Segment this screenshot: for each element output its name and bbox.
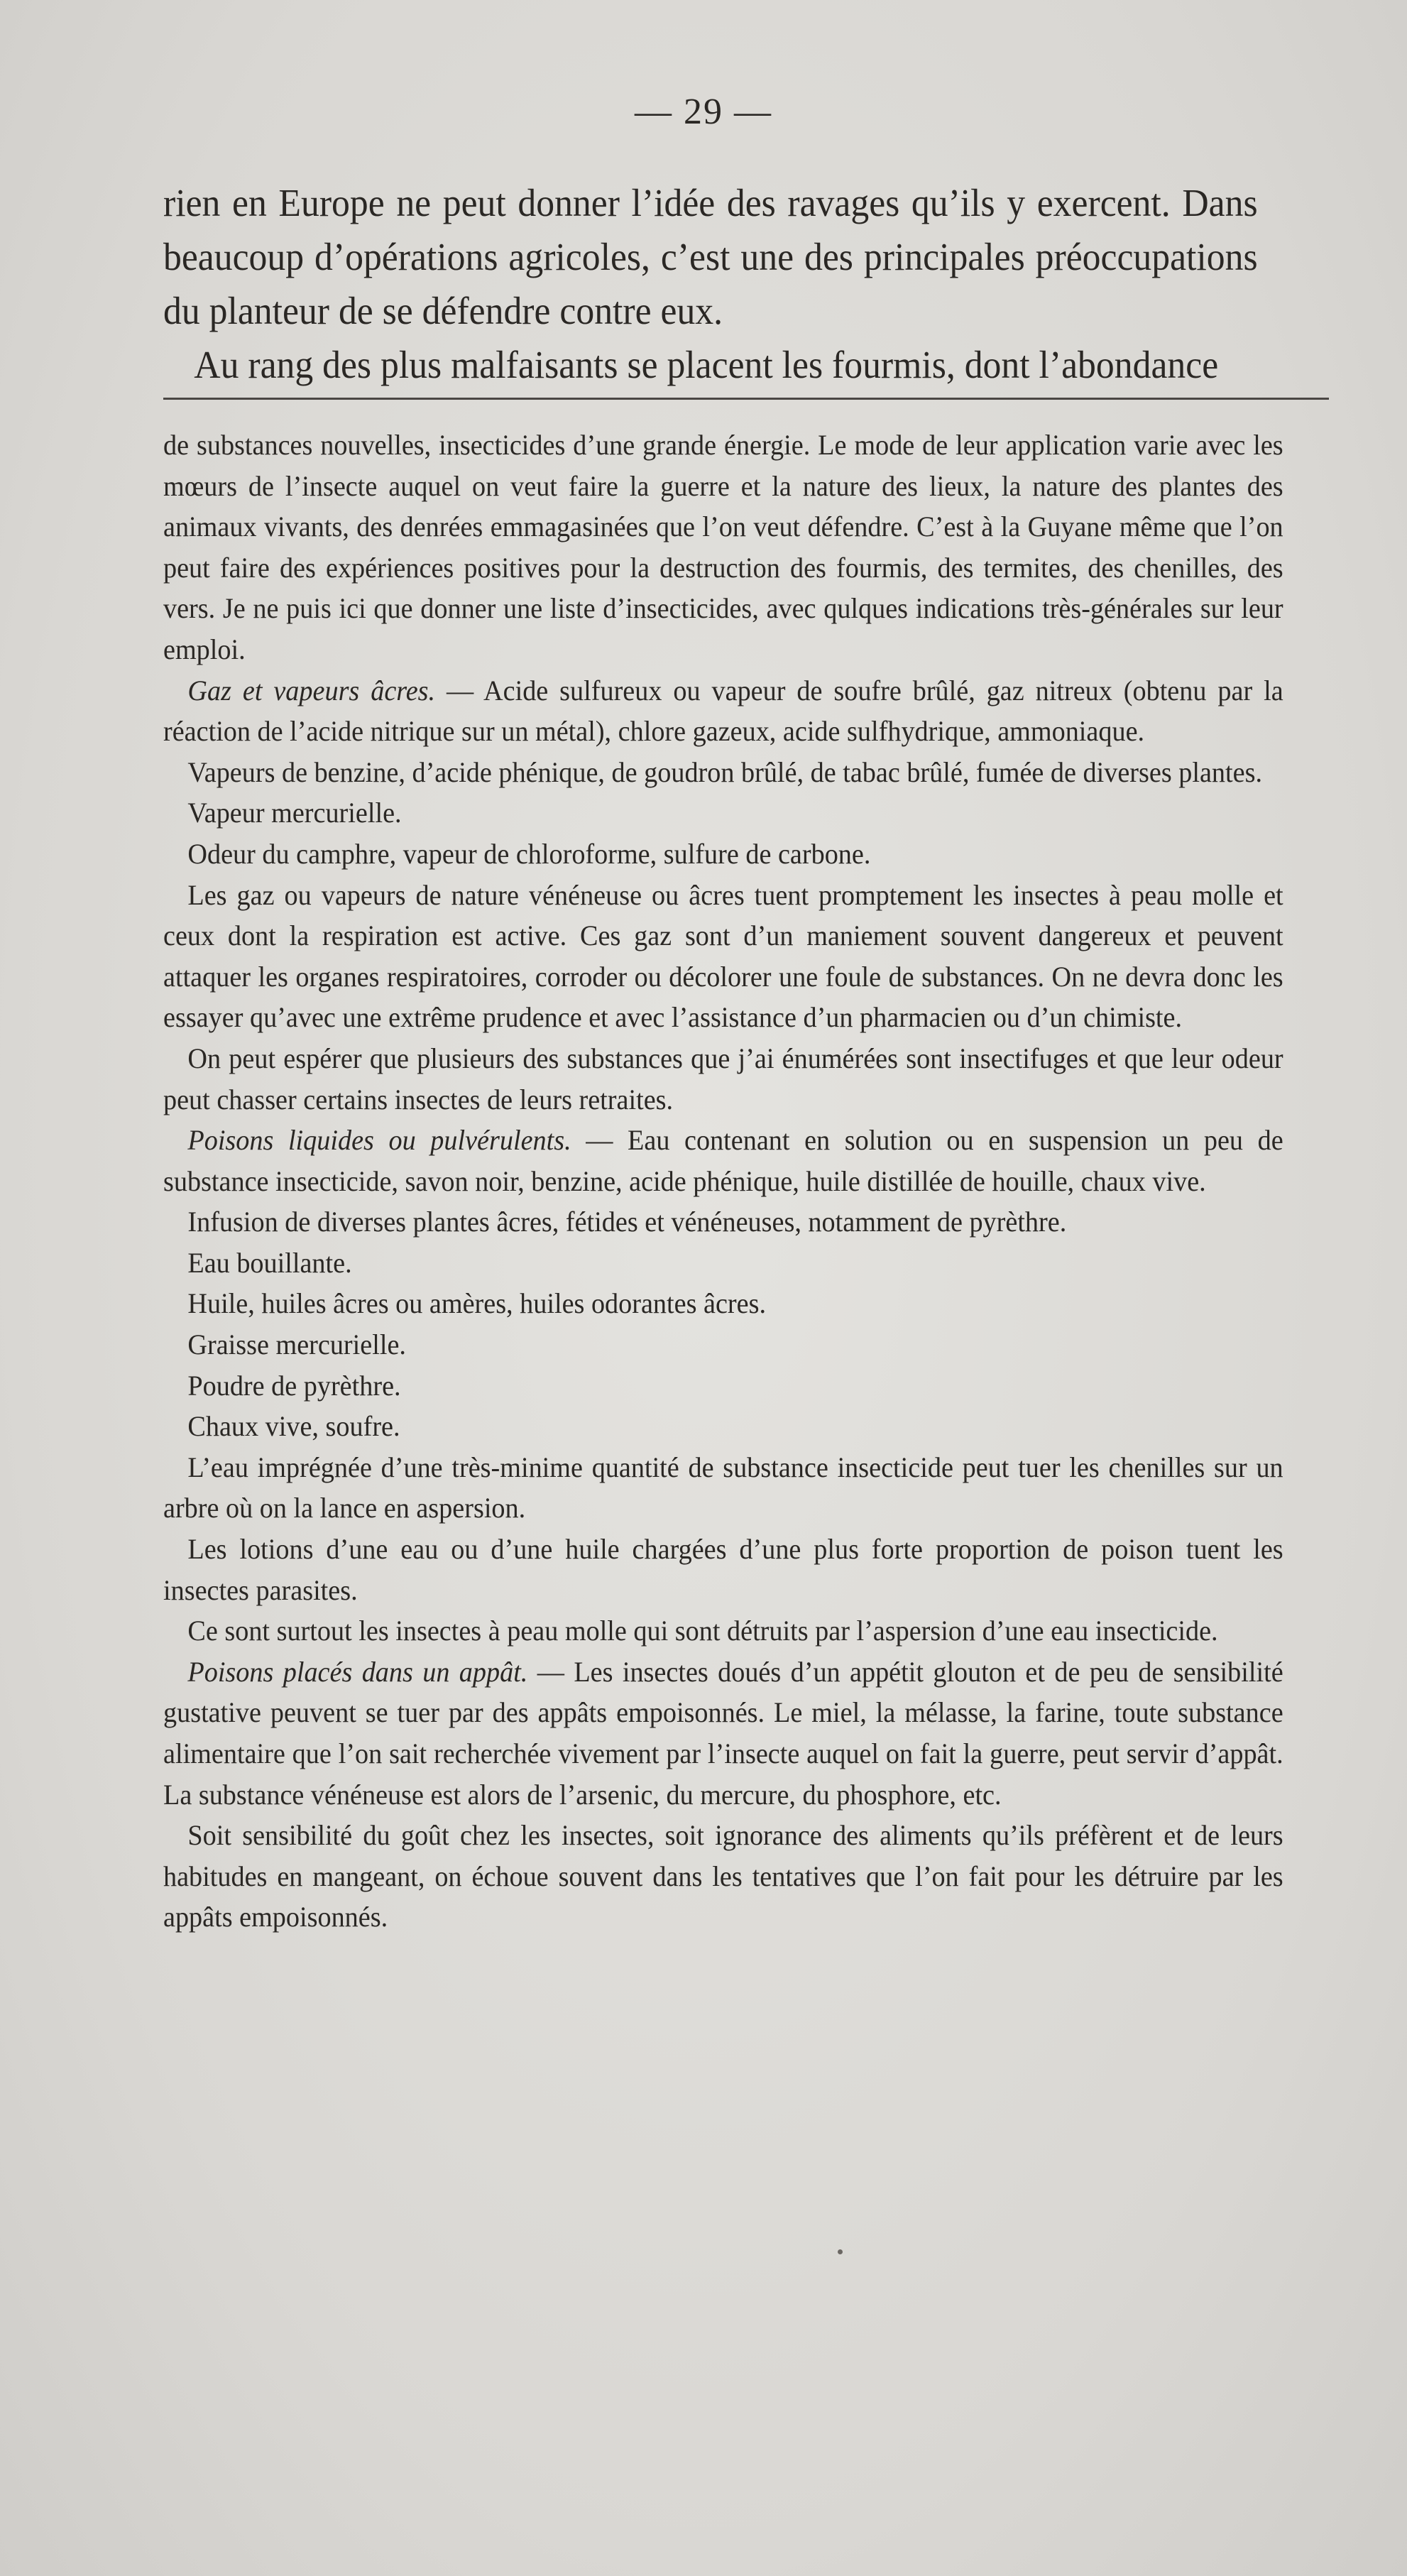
footnote-paragraph: Vapeur mercurielle. bbox=[187, 797, 402, 829]
footnote-paragraph: L’eau imprégnée d’une très-minime quantité de substance insecticide peut tuer les chenilles sur un arbre où on la lance en aspersion. bbox=[163, 1451, 1283, 1524]
main-paragraph: rien en Europe ne peut donner l’idée des ravages qu’ils y exercent. Dans beaucoup d’opérations agricoles, c’est une des principales préoccupations du planteur de se défendre contre eux. bbox=[163, 181, 1258, 332]
footnote-paragraph: Les lotions d’une eau ou d’une huile chargées d’une plus forte proportion de poison tuent les insectes parasites. bbox=[163, 1533, 1283, 1606]
footnote-paragraph bbox=[163, 1652, 1283, 1815]
footnote-paragraph: de substances nouvelles, insecticides d’une grande énergie. Le mode de leur application varie avec les mœurs de l’insecte auquel on veut faire la guerre et la nature des lieux, la nature des plantes des animaux vivants, des denrées emmagasinées que l’on veut défendre. C’est à la Guyane même que l’on peut faire des expériences positives pour la destruction des fourmis, des termites, des chenilles, des vers. Je ne puis ici que donner une liste d’insecticides, avec qulques indications très-générales sur leur emploi. bbox=[163, 429, 1283, 665]
footnote-paragraph: Soit sensibilité du goût chez les insectes, soit ignorance des aliments qu’ils préfèrent et de leurs habitudes en mangeant, on échoue souvent dans les tentatives que l’on fait pour les détruire par les appâts empoisonnés. bbox=[163, 1819, 1283, 1933]
footnote-paragraph bbox=[163, 1120, 1283, 1201]
footnote-paragraph: Huile, huiles âcres ou amères, huiles odorantes âcres. bbox=[187, 1287, 767, 1320]
footnote-paragraph bbox=[163, 670, 1283, 752]
footnote-paragraph: Infusion de diverses plantes âcres, fétides et vénéneuses, notamment de pyrèthre. bbox=[187, 1206, 1067, 1238]
footnote-paragraph: Vapeurs de benzine, d’acide phénique, de goudron brûlé, de tabac brûlé, fumée de diverses plantes. bbox=[187, 755, 1263, 788]
footnote-paragraph: Eau bouillante. bbox=[187, 1246, 352, 1279]
footnote-paragraph: Chaux vive, soufre. bbox=[187, 1410, 400, 1443]
footnote-text: — Les insectes doués d’un appétit glouton et de peu de sensibilité gustative peuvent se tuer par des appâts empoisonnés. Le miel, la mélasse, la farine, toute substance alimentaire que l’on sait recherchée vivement par l’insecte auquel on fait la guerre, peut servir d’appât. La substance vénéneuse est alors de l’arsenic, du mercure, du phosphore, etc. bbox=[163, 1655, 1283, 1811]
footnote-paragraph: Les gaz ou vapeurs de nature vénéneuse ou âcres tuent promptement les insectes à peau molle et ceux dont la respiration est active. Ces gaz sont d’un maniement souvent dangereux et peuvent attaquer les organes respiratoires, corroder ou décolorer une foule de substances. On ne devra donc les essayer qu’avec une extrême prudence et avec l’assistance d’un pharmacien ou d’un chimiste. bbox=[163, 878, 1283, 1034]
print-speck bbox=[838, 2249, 843, 2254]
main-paragraph: Au rang des plus malfaisants se placent les fourmis, dont l’abondance bbox=[194, 343, 1219, 386]
footnote-paragraph: Ce sont surtout les insectes à peau molle qui sont détruits par l’aspersion d’une eau insecticide. bbox=[187, 1615, 1218, 1647]
section-heading: Gaz et vapeurs âcres. bbox=[187, 674, 436, 706]
page-number: — 29 — bbox=[635, 92, 772, 132]
footnote-paragraph: On peut espérer que plusieurs des substances que j’ai énumérées sont insectifuges et que leur odeur peut chasser certains insectes de leurs retraites. bbox=[163, 1042, 1283, 1115]
footnote-paragraph: Graisse mercurielle. bbox=[187, 1328, 406, 1361]
main-text bbox=[163, 176, 1258, 392]
footnote bbox=[163, 425, 1283, 1938]
section-heading: Poisons liquides ou pulvérulents. bbox=[187, 1124, 571, 1157]
footnote-text: — Acide sulfureux ou vapeur de soufre brûlé, gaz nitreux (obtenu par la réaction de l’acide nitrique sur un métal), chlore gazeux, acide sulfhydrique, ammoniaque. bbox=[163, 674, 1283, 748]
footnote-divider bbox=[163, 398, 1329, 400]
section-heading: Poisons placés dans un appât. bbox=[187, 1655, 528, 1688]
footnote-paragraph: Odeur du camphre, vapeur de chloroforme, sulfure de carbone. bbox=[187, 837, 871, 870]
footnote-text: — Eau contenant en solution ou en suspension un peu de substance insecticide, savon noir, benzine, acide phénique, huile distillée de houille, chaux vive. bbox=[163, 1124, 1283, 1197]
footnote-paragraph: Poudre de pyrèthre. bbox=[187, 1369, 401, 1402]
